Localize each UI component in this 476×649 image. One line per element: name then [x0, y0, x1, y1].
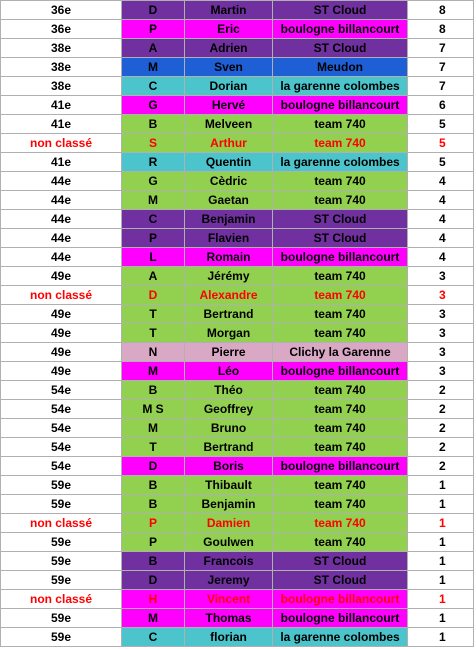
points-cell: 4 — [408, 172, 474, 191]
table-row — [1, 267, 474, 286]
rank-cell: non classé — [1, 590, 122, 609]
category-cell: P — [122, 229, 185, 248]
table-row — [1, 248, 474, 267]
points-cell: 4 — [408, 191, 474, 210]
rank-cell: 49e — [1, 305, 122, 324]
rank-cell: 54e — [1, 400, 122, 419]
table-row — [1, 153, 474, 172]
club-cell: team 740 — [273, 324, 408, 343]
table-row — [1, 381, 474, 400]
points-cell: 8 — [408, 1, 474, 20]
rank-cell: 59e — [1, 552, 122, 571]
table-row — [1, 210, 474, 229]
name-cell: Thomas — [185, 609, 273, 628]
club-cell: team 740 — [273, 514, 408, 533]
points-cell: 5 — [408, 153, 474, 172]
rank-cell: 59e — [1, 533, 122, 552]
name-cell: Dorian — [185, 77, 273, 96]
name-cell: Jérémy — [185, 267, 273, 286]
name-cell: Adrien — [185, 39, 273, 58]
name-cell: Alexandre — [185, 286, 273, 305]
name-cell: Benjamin — [185, 495, 273, 514]
club-cell: ST Cloud — [273, 229, 408, 248]
table-row — [1, 362, 474, 381]
table-row — [1, 191, 474, 210]
points-cell: 5 — [408, 134, 474, 153]
rank-cell: 59e — [1, 571, 122, 590]
table-row — [1, 172, 474, 191]
category-cell: D — [122, 1, 185, 20]
points-cell: 1 — [408, 609, 474, 628]
points-cell: 7 — [408, 77, 474, 96]
club-cell: team 740 — [273, 533, 408, 552]
table-row — [1, 552, 474, 571]
points-cell: 3 — [408, 267, 474, 286]
table-row — [1, 438, 474, 457]
rank-cell: 36e — [1, 1, 122, 20]
club-cell: la garenne colombes — [273, 628, 408, 647]
rank-cell: 49e — [1, 324, 122, 343]
results-table-body — [1, 1, 474, 647]
rank-cell: non classé — [1, 286, 122, 305]
points-cell: 2 — [408, 457, 474, 476]
points-cell: 1 — [408, 552, 474, 571]
rank-cell: 54e — [1, 419, 122, 438]
name-cell: Sven — [185, 58, 273, 77]
rank-cell: 59e — [1, 476, 122, 495]
name-cell: Jeremy — [185, 571, 273, 590]
points-cell: 1 — [408, 495, 474, 514]
table-row — [1, 58, 474, 77]
club-cell: boulogne billancourt — [273, 248, 408, 267]
name-cell: Benjamin — [185, 210, 273, 229]
table-row — [1, 457, 474, 476]
category-cell: D — [122, 457, 185, 476]
points-cell: 3 — [408, 305, 474, 324]
category-cell: A — [122, 267, 185, 286]
category-cell: M — [122, 362, 185, 381]
category-cell: G — [122, 96, 185, 115]
points-cell: 2 — [408, 400, 474, 419]
category-cell: M — [122, 191, 185, 210]
points-cell: 3 — [408, 362, 474, 381]
name-cell: Arthur — [185, 134, 273, 153]
category-cell: P — [122, 514, 185, 533]
category-cell: C — [122, 628, 185, 647]
club-cell: boulogne billancourt — [273, 590, 408, 609]
name-cell: Thibault — [185, 476, 273, 495]
table-row — [1, 419, 474, 438]
points-cell: 2 — [408, 381, 474, 400]
table-row — [1, 571, 474, 590]
club-cell: team 740 — [273, 191, 408, 210]
points-cell: 4 — [408, 248, 474, 267]
points-cell: 4 — [408, 229, 474, 248]
table-row — [1, 343, 474, 362]
category-cell: D — [122, 571, 185, 590]
name-cell: Bertrand — [185, 438, 273, 457]
category-cell: M — [122, 419, 185, 438]
club-cell: la garenne colombes — [273, 77, 408, 96]
points-cell: 1 — [408, 590, 474, 609]
club-cell: team 740 — [273, 286, 408, 305]
category-cell: P — [122, 20, 185, 39]
club-cell: boulogne billancourt — [273, 457, 408, 476]
name-cell: Eric — [185, 20, 273, 39]
points-cell: 4 — [408, 210, 474, 229]
points-cell: 1 — [408, 476, 474, 495]
category-cell: G — [122, 172, 185, 191]
rank-cell: 38e — [1, 58, 122, 77]
rank-cell: 44e — [1, 191, 122, 210]
table-row — [1, 229, 474, 248]
rank-cell: non classé — [1, 514, 122, 533]
club-cell: team 740 — [273, 134, 408, 153]
points-cell: 6 — [408, 96, 474, 115]
club-cell: ST Cloud — [273, 571, 408, 590]
points-cell: 3 — [408, 286, 474, 305]
points-cell: 1 — [408, 571, 474, 590]
points-cell: 2 — [408, 419, 474, 438]
table-row — [1, 115, 474, 134]
club-cell: ST Cloud — [273, 1, 408, 20]
table-row — [1, 476, 474, 495]
rank-cell: 59e — [1, 628, 122, 647]
name-cell: Flavien — [185, 229, 273, 248]
table-row — [1, 134, 474, 153]
name-cell: Martin — [185, 1, 273, 20]
table-row — [1, 286, 474, 305]
category-cell: B — [122, 115, 185, 134]
name-cell: Théo — [185, 381, 273, 400]
club-cell: ST Cloud — [273, 210, 408, 229]
club-cell: Clichy la Garenne — [273, 343, 408, 362]
table-row — [1, 514, 474, 533]
category-cell: P — [122, 533, 185, 552]
rank-cell: 59e — [1, 609, 122, 628]
club-cell: ST Cloud — [273, 552, 408, 571]
points-cell: 7 — [408, 39, 474, 58]
table-row — [1, 609, 474, 628]
rank-cell: 44e — [1, 210, 122, 229]
name-cell: Gaetan — [185, 191, 273, 210]
table-row — [1, 495, 474, 514]
points-cell: 3 — [408, 324, 474, 343]
club-cell: boulogne billancourt — [273, 96, 408, 115]
name-cell: Damien — [185, 514, 273, 533]
club-cell: boulogne billancourt — [273, 609, 408, 628]
name-cell: Quentin — [185, 153, 273, 172]
rank-cell: 41e — [1, 153, 122, 172]
points-cell: 3 — [408, 343, 474, 362]
name-cell: Léo — [185, 362, 273, 381]
name-cell: Romain — [185, 248, 273, 267]
name-cell: Hervé — [185, 96, 273, 115]
points-cell: 8 — [408, 20, 474, 39]
club-cell: la garenne colombes — [273, 153, 408, 172]
category-cell: L — [122, 248, 185, 267]
rank-cell: 44e — [1, 172, 122, 191]
category-cell: C — [122, 210, 185, 229]
table-row — [1, 324, 474, 343]
category-cell: B — [122, 552, 185, 571]
points-cell: 1 — [408, 514, 474, 533]
category-cell: S — [122, 134, 185, 153]
rank-cell: 44e — [1, 229, 122, 248]
name-cell: Francois — [185, 552, 273, 571]
category-cell: M S — [122, 400, 185, 419]
rank-cell: 49e — [1, 267, 122, 286]
category-cell: D — [122, 286, 185, 305]
category-cell: B — [122, 381, 185, 400]
rank-cell: 44e — [1, 248, 122, 267]
category-cell: N — [122, 343, 185, 362]
rank-cell: 54e — [1, 457, 122, 476]
category-cell: R — [122, 153, 185, 172]
category-cell: T — [122, 305, 185, 324]
category-cell: A — [122, 39, 185, 58]
name-cell: Boris — [185, 457, 273, 476]
name-cell: Melveen — [185, 115, 273, 134]
points-cell: 2 — [408, 438, 474, 457]
name-cell: Bruno — [185, 419, 273, 438]
name-cell: Vincent — [185, 590, 273, 609]
table-row — [1, 628, 474, 647]
points-cell: 5 — [408, 115, 474, 134]
rank-cell: non classé — [1, 134, 122, 153]
rank-cell: 59e — [1, 495, 122, 514]
name-cell: Pierre — [185, 343, 273, 362]
name-cell: Goulwen — [185, 533, 273, 552]
club-cell: team 740 — [273, 476, 408, 495]
points-cell: 1 — [408, 628, 474, 647]
club-cell: team 740 — [273, 419, 408, 438]
rank-cell: 54e — [1, 438, 122, 457]
club-cell: team 740 — [273, 438, 408, 457]
category-cell: H — [122, 590, 185, 609]
club-cell: boulogne billancourt — [273, 362, 408, 381]
club-cell: team 740 — [273, 172, 408, 191]
points-cell: 1 — [408, 533, 474, 552]
rank-cell: 54e — [1, 381, 122, 400]
table-row — [1, 96, 474, 115]
table-row — [1, 20, 474, 39]
rank-cell: 41e — [1, 96, 122, 115]
category-cell: C — [122, 77, 185, 96]
rank-cell: 49e — [1, 362, 122, 381]
club-cell: ST Cloud — [273, 39, 408, 58]
name-cell: florian — [185, 628, 273, 647]
category-cell: T — [122, 438, 185, 457]
club-cell: Meudon — [273, 58, 408, 77]
table-row — [1, 590, 474, 609]
club-cell: team 740 — [273, 267, 408, 286]
club-cell: team 740 — [273, 305, 408, 324]
table-row — [1, 305, 474, 324]
rank-cell: 41e — [1, 115, 122, 134]
category-cell: M — [122, 58, 185, 77]
category-cell: M — [122, 609, 185, 628]
name-cell: Morgan — [185, 324, 273, 343]
category-cell: T — [122, 324, 185, 343]
club-cell: team 740 — [273, 115, 408, 134]
rank-cell: 49e — [1, 343, 122, 362]
club-cell: boulogne billancourt — [273, 20, 408, 39]
club-cell: team 740 — [273, 400, 408, 419]
rank-cell: 38e — [1, 39, 122, 58]
category-cell: B — [122, 495, 185, 514]
table-row — [1, 77, 474, 96]
category-cell: B — [122, 476, 185, 495]
name-cell: Geoffrey — [185, 400, 273, 419]
table-row — [1, 533, 474, 552]
table-row — [1, 39, 474, 58]
points-cell: 7 — [408, 58, 474, 77]
table-row — [1, 400, 474, 419]
name-cell: Bertrand — [185, 305, 273, 324]
rank-cell: 38e — [1, 77, 122, 96]
club-cell: team 740 — [273, 495, 408, 514]
name-cell: Cèdric — [185, 172, 273, 191]
rank-cell: 36e — [1, 20, 122, 39]
club-cell: team 740 — [273, 381, 408, 400]
table-row — [1, 1, 474, 20]
